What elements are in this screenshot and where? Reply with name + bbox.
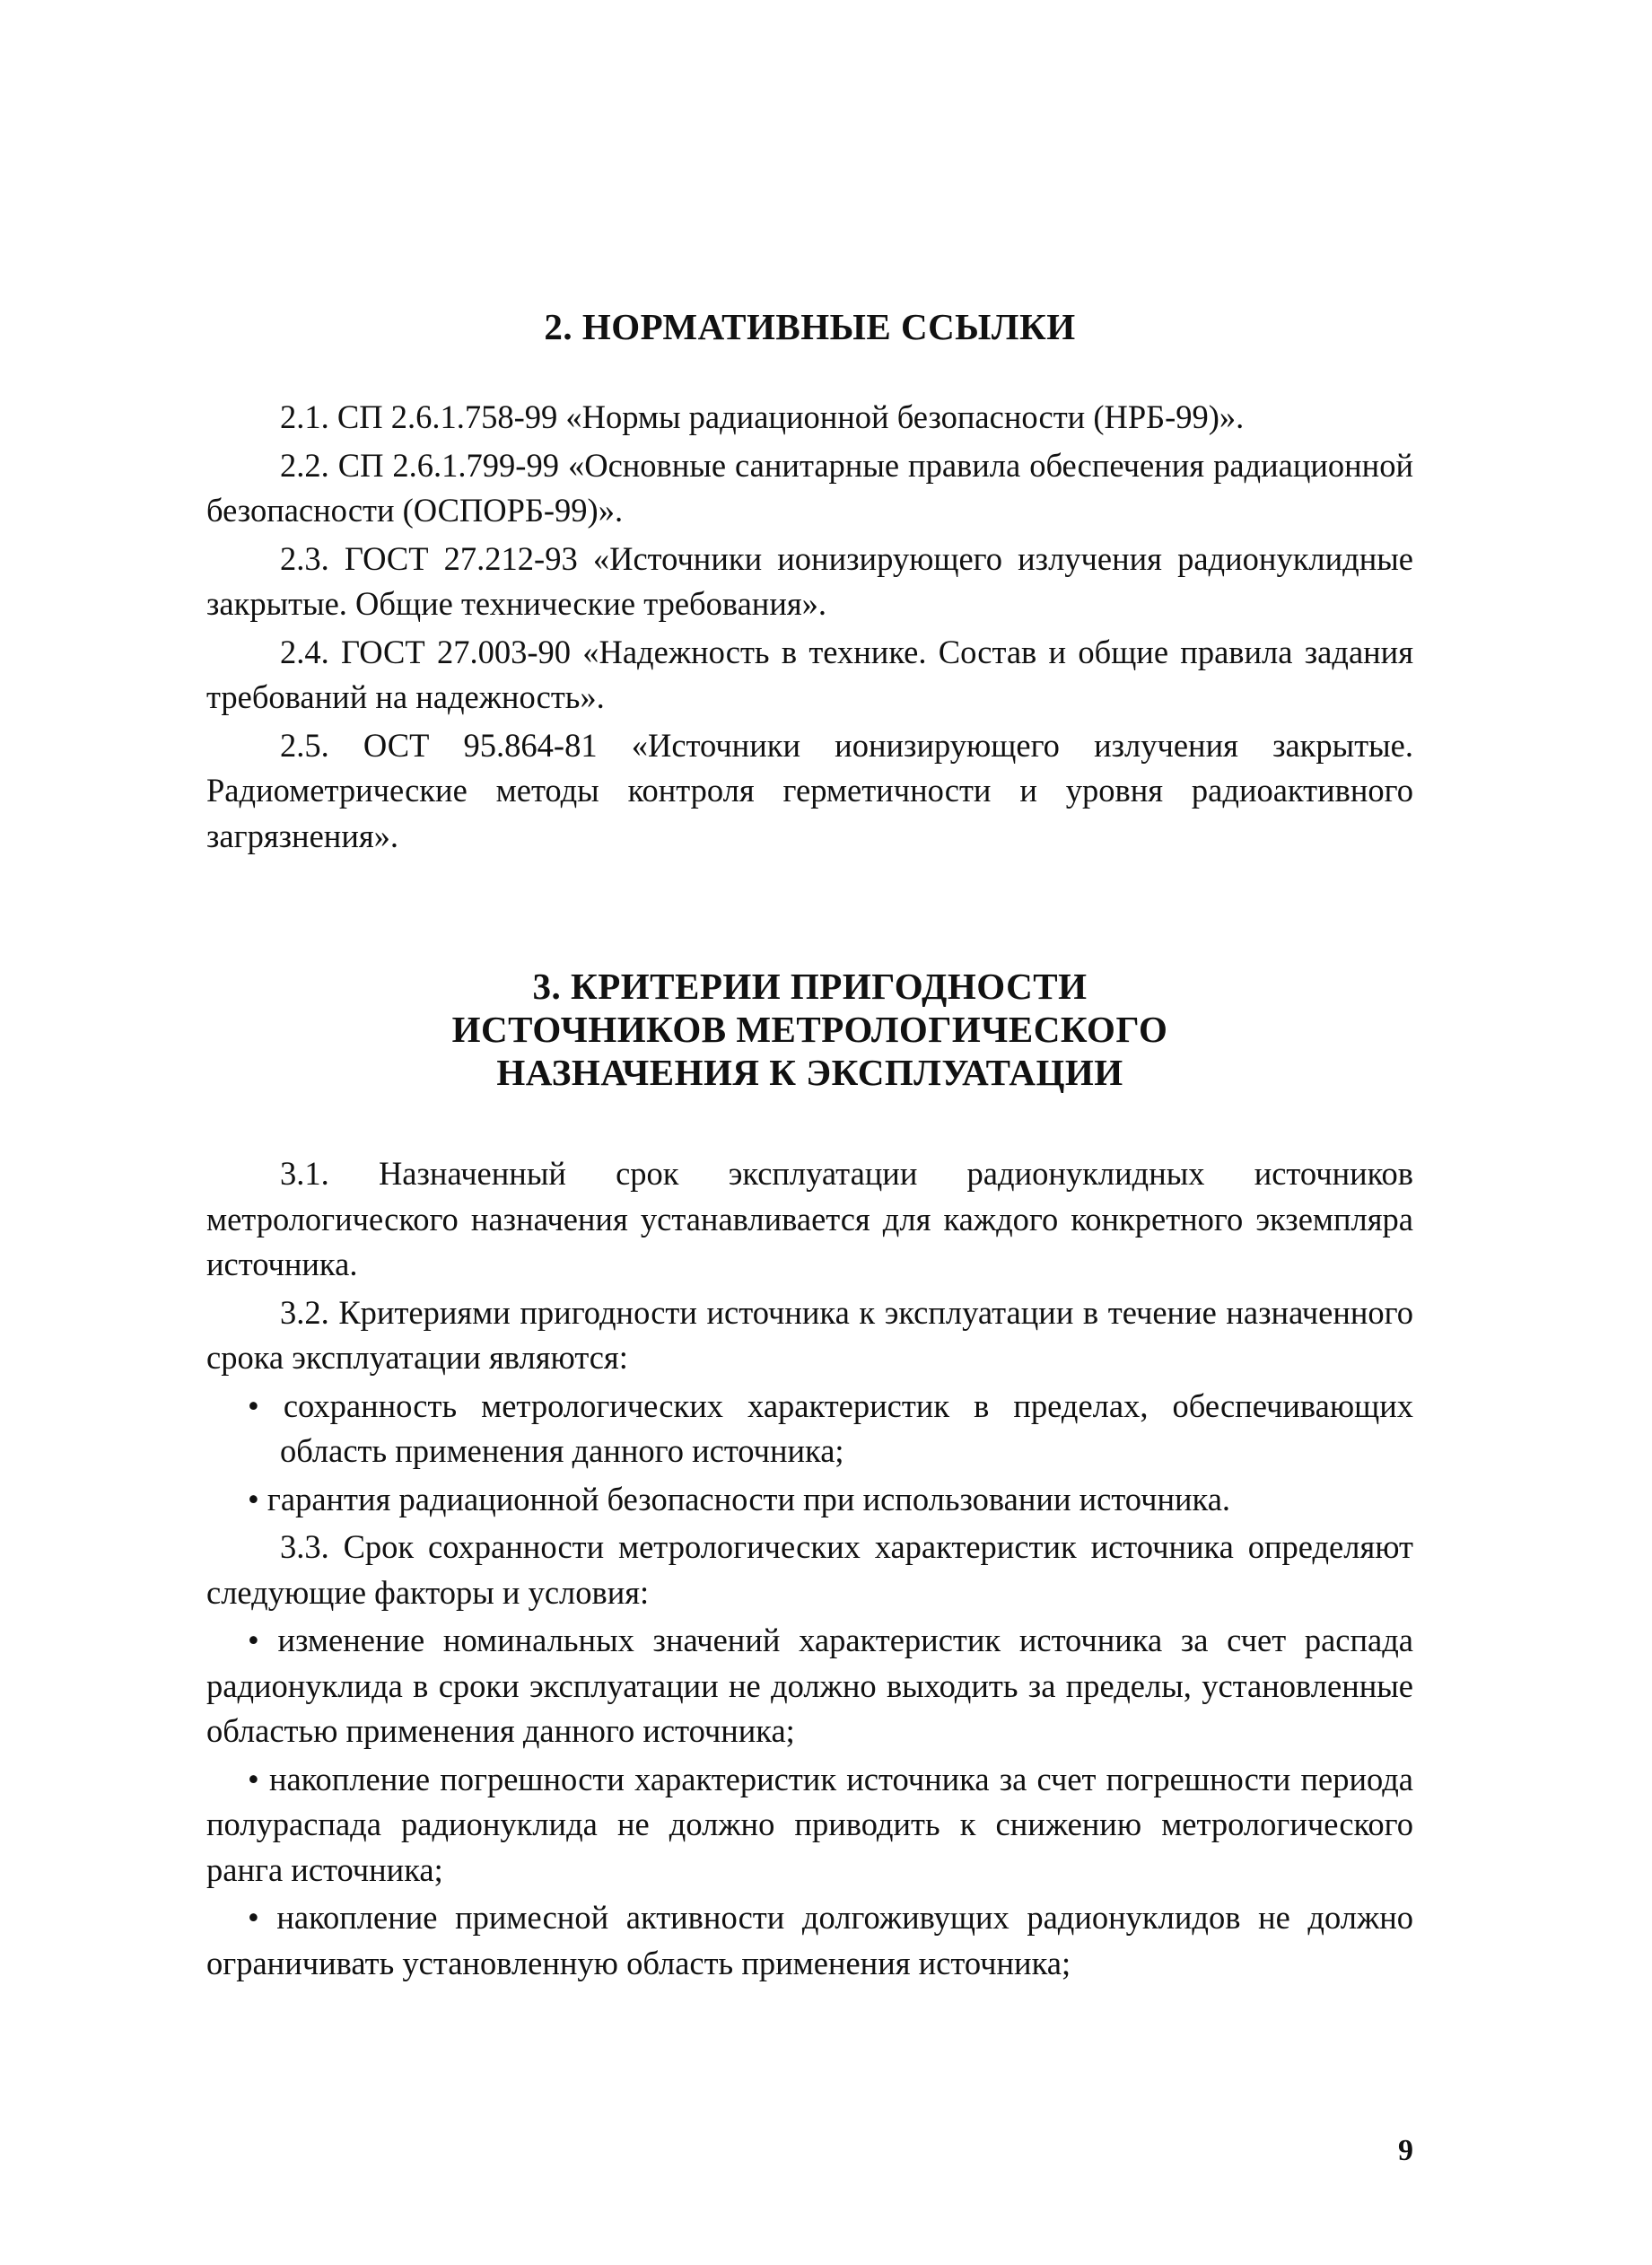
section-2-body [206,395,1413,861]
section-3-title-line: 3. КРИТЕРИИ ПРИГОДНОСТИ [532,966,1088,1007]
section-3-body [206,1151,1413,1989]
clause-3-2: 3.2. Критериями пригодности источника к эксплуатации в течение назначенного срока эксплуатации являются: [206,1293,1413,1376]
clause-3-3: 3.3. Срок сохранности метрологических характеристик источника определяют следующие факторы и условия: [206,1528,1413,1611]
bullet-item: • накопление примесной активности долгоживущих радионуклидов не должно ограничивать установленную область применения источника; [206,1899,1413,1981]
section-3-title [206,965,1413,1094]
section-3-title-line: НАЗНАЧЕНИЯ К ЭКСПЛУАТАЦИИ [496,1052,1123,1093]
bullet-item: • накопление погрешности характеристик источника за счет погрешности периода полураспада радионуклида не должно приводить к снижению метрологического ранга источника; [206,1760,1413,1888]
section-2-title: 2. НОРМАТИВНЫЕ ССЫЛКИ [544,306,1076,347]
reference-item: 2.2. СП 2.6.1.799-99 «Основные санитарные правила обеспечения радиационной безопасности (ОСПОРБ-99)». [206,446,1413,529]
page-number: 9 [1398,2134,1413,2167]
clause-3-1: 3.1. Назначенный срок эксплуатации радионуклидных источников метрологического назначения устанавливается для каждого конкретного экземпляра источника. [206,1155,1413,1282]
section-3-title-line: ИСТОЧНИКОВ МЕТРОЛОГИЧЕСКОГО [451,1009,1168,1050]
reference-item: 2.5. ОСТ 95.864-81 «Источники ионизирующего излучения закрытые. Радиометрические методы контроля герметичности и уровня радиоактивного загрязнения». [206,726,1413,854]
document-page [206,0,1413,2265]
bullet-item: • сохранность метрологических характеристик в пределах, обеспечивающих область применения данного источника; [248,1386,1413,1469]
reference-item: 2.3. ГОСТ 27.212-93 «Источники ионизирующего излучения радионуклидные закрытые. Общие технические требования». [206,539,1413,622]
bullet-item: • изменение номинальных значений характеристик источника за счет распада радионуклида в сроки эксплуатации не должно выходить за пределы, установленные областью применения данного источника; [206,1622,1413,1749]
bullet-item: • гарантия радиационной безопасности при использовании источника. [248,1480,1231,1517]
reference-item: 2.4. ГОСТ 27.003-90 «Надежность в технике. Состав и общие правила задания требований на надежность». [206,633,1413,715]
reference-item: 2.1. СП 2.6.1.758-99 «Нормы радиационной безопасности (НРБ-99)». [280,398,1245,435]
